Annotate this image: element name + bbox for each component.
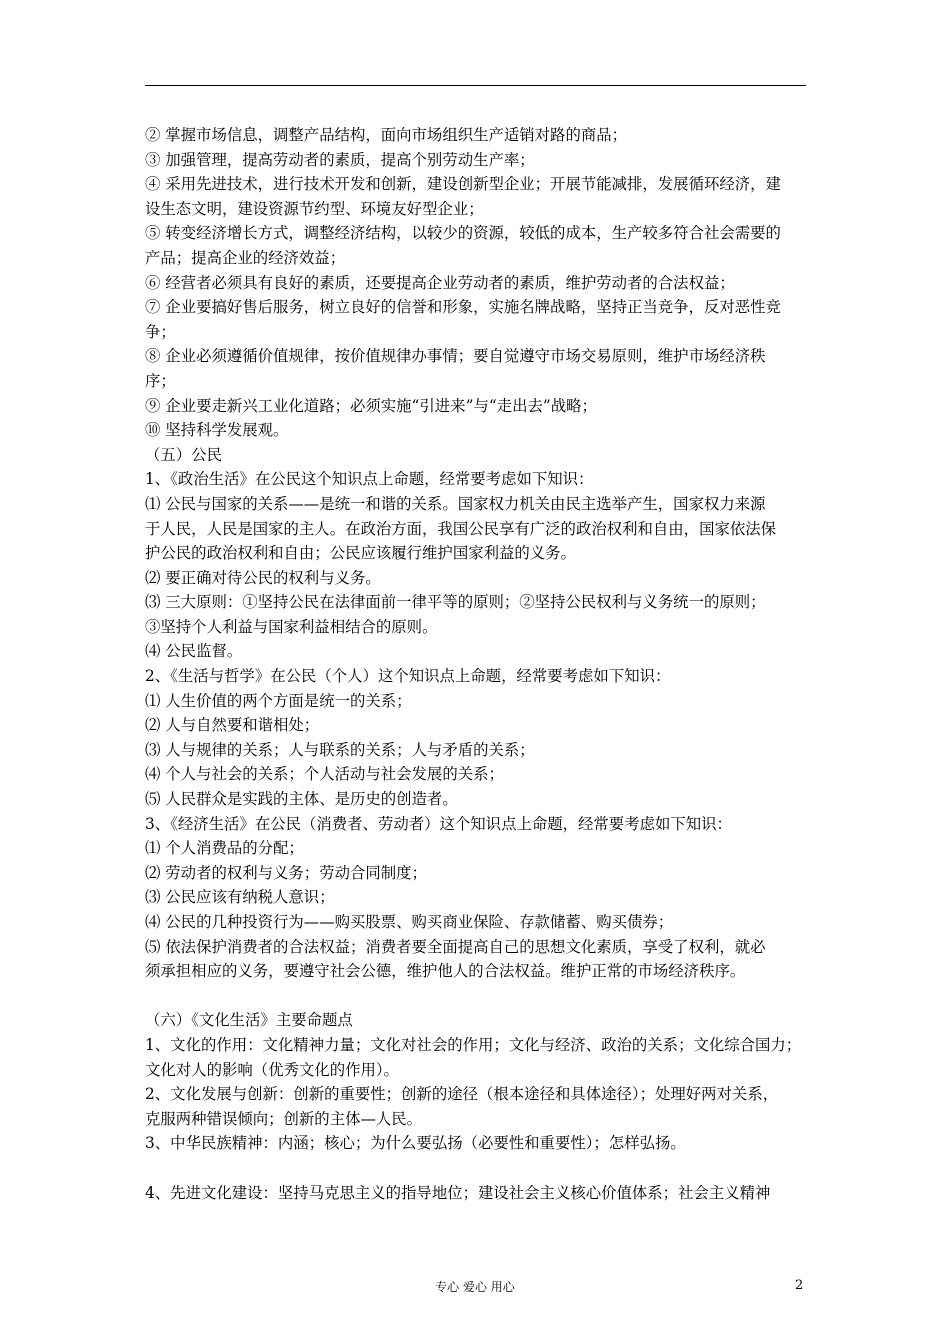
text-line: 2、文化发展与创新：创新的重要性；创新的途径（根本途径和具体途径）；处理好两对关系，	[145, 1085, 779, 1104]
text-line: （六）《文化生活》主要命题点	[145, 1011, 353, 1030]
blank-line	[145, 984, 810, 1009]
text-line: ⑶ 公民应该有纳税人意识；	[145, 888, 335, 907]
footer-motto: 专心 爱心 用心	[435, 1280, 515, 1294]
text-line: 克服两种错误倾向；创新的主体—人民。	[145, 1109, 423, 1128]
text-line: ⑶ 人与规律的关系；人与联系的关系；人与矛盾的关系；	[145, 740, 535, 759]
text-line: 3、中华民族精神：内涵；核心；为什么要弘扬（必要性和重要性）；怎样弘扬。	[145, 1134, 686, 1153]
blank-line	[145, 1156, 810, 1181]
text-line: 4、先进文化建设：坚持马克思主义的指导地位；建设社会主义核心价值体系；社会主义精神	[145, 1183, 771, 1202]
text-line: ④ 采用先进技术，进行技术开发和创新，建设创新型企业；开展节能减排，发展循环经济，建	[145, 175, 781, 194]
text-line: 序；	[145, 371, 176, 390]
text-line: ⑵ 人与自然要和谐相处；	[145, 716, 320, 735]
document-body	[145, 123, 810, 1205]
text-line: ③坚持个人利益与国家利益相结合的原则。	[145, 617, 438, 636]
text-line: 3、《经济生活》在公民（消费者、劳动者）这个知识点上命题，经常要考虑如下知识：	[145, 814, 732, 833]
text-line: ⑦ 企业要搞好售后服务，树立良好的信誉和形象，实施名牌战略，坚持正当竞争，反对恶性竞	[145, 298, 781, 317]
page-number: 2	[795, 1278, 804, 1293]
text-line: ⑷ 个人与社会的关系；个人活动与社会发展的关系；	[145, 765, 504, 784]
text-line: ⑸ 依法保护消费者的合法权益；消费者要全面提高自己的思想文化素质，享受了权利，就必	[145, 937, 766, 956]
text-line: ② 掌握市场信息，调整产品结构，面向市场组织生产适销对路的商品；	[145, 126, 628, 144]
text-line: ③ 加强管理，提高劳动者的素质，提高个别劳动生产率；	[145, 150, 535, 169]
text-line: 产品；提高企业的经济效益；	[145, 248, 346, 267]
text-line: ⑤ 转变经济增长方式，调整经济结构，以较少的资源，较低的成本，生产较多符合社会需要的	[145, 224, 781, 243]
header-rule	[145, 85, 806, 86]
text-line: ⑵ 要正确对待公民的权利与义务。	[145, 568, 381, 587]
text-line: 须承担相应的义务，要遵守社会公德，维护他人的合法权益。维护正常的市场经济秩序。	[145, 962, 746, 981]
text-line: （五）公民	[145, 445, 222, 464]
text-line: ⑵ 劳动者的权利与义务；劳动合同制度；	[145, 863, 427, 882]
text-line: ⑴ 人生价值的两个方面是统一的关系；	[145, 691, 412, 710]
text-line: 于人民，人民是国家的主人。在政治方面，我国公民享有广泛的政治权利和自由，国家依法保	[145, 519, 777, 538]
text-line: ⑸ 人民群众是实践的主体、是历史的创造者。	[145, 790, 458, 809]
text-line: ⑥ 经营者必须具有良好的素质，还要提高企业劳动者的素质，维护劳动者的合法权益；	[145, 273, 735, 292]
text-line: ⑨ 企业要走新兴工业化道路；必须实施“引进来”与“走出去”战略；	[145, 396, 597, 415]
text-line: 护公民的政治权利和自由；公民应该履行维护国家利益的义务。	[145, 544, 576, 563]
text-line: ⑧ 企业必须遵循价值规律，按价值规律办事情；要自觉遵守市场交易原则，维护市场经济秩	[145, 347, 766, 366]
text-line: ⑷ 公民监督。	[145, 642, 243, 661]
text-line: ⑷ 公民的几种投资行为——购买股票、购买商业保险、存款储蓄、购买债券；	[145, 913, 674, 931]
text-line: ⑴ 公民与国家的关系——是统一和谐的关系。国家权力机关由民主选举产生，国家权力来源	[145, 494, 766, 513]
text-line: ⑴ 个人消费品的分配；	[145, 839, 304, 858]
text-line: 1、文化的作用：文化精神力量；文化对社会的作用；文化与经济、政治的关系；文化综合国力；	[145, 1035, 802, 1054]
text-line: 2、《生活与哲学》在公民（个人）这个知识点上命题，经常要考虑如下知识：	[145, 667, 671, 686]
text-line: 1、《政治生活》在公民这个知识点上命题，经常要考虑如下知识：	[145, 470, 594, 489]
text-line: 争；	[145, 322, 176, 341]
text-line: 文化对人的影响（优秀文化的作用）。	[145, 1060, 399, 1079]
text-line: ⑶ 三大原则：①坚持公民在法律面前一律平等的原则；②坚持公民权利与义务统一的原则；	[145, 593, 766, 612]
text-line: 设生态文明，建设资源节约型、环境友好型企业；	[145, 199, 484, 218]
text-line: ⑩ 坚持科学发展观。	[145, 421, 289, 440]
